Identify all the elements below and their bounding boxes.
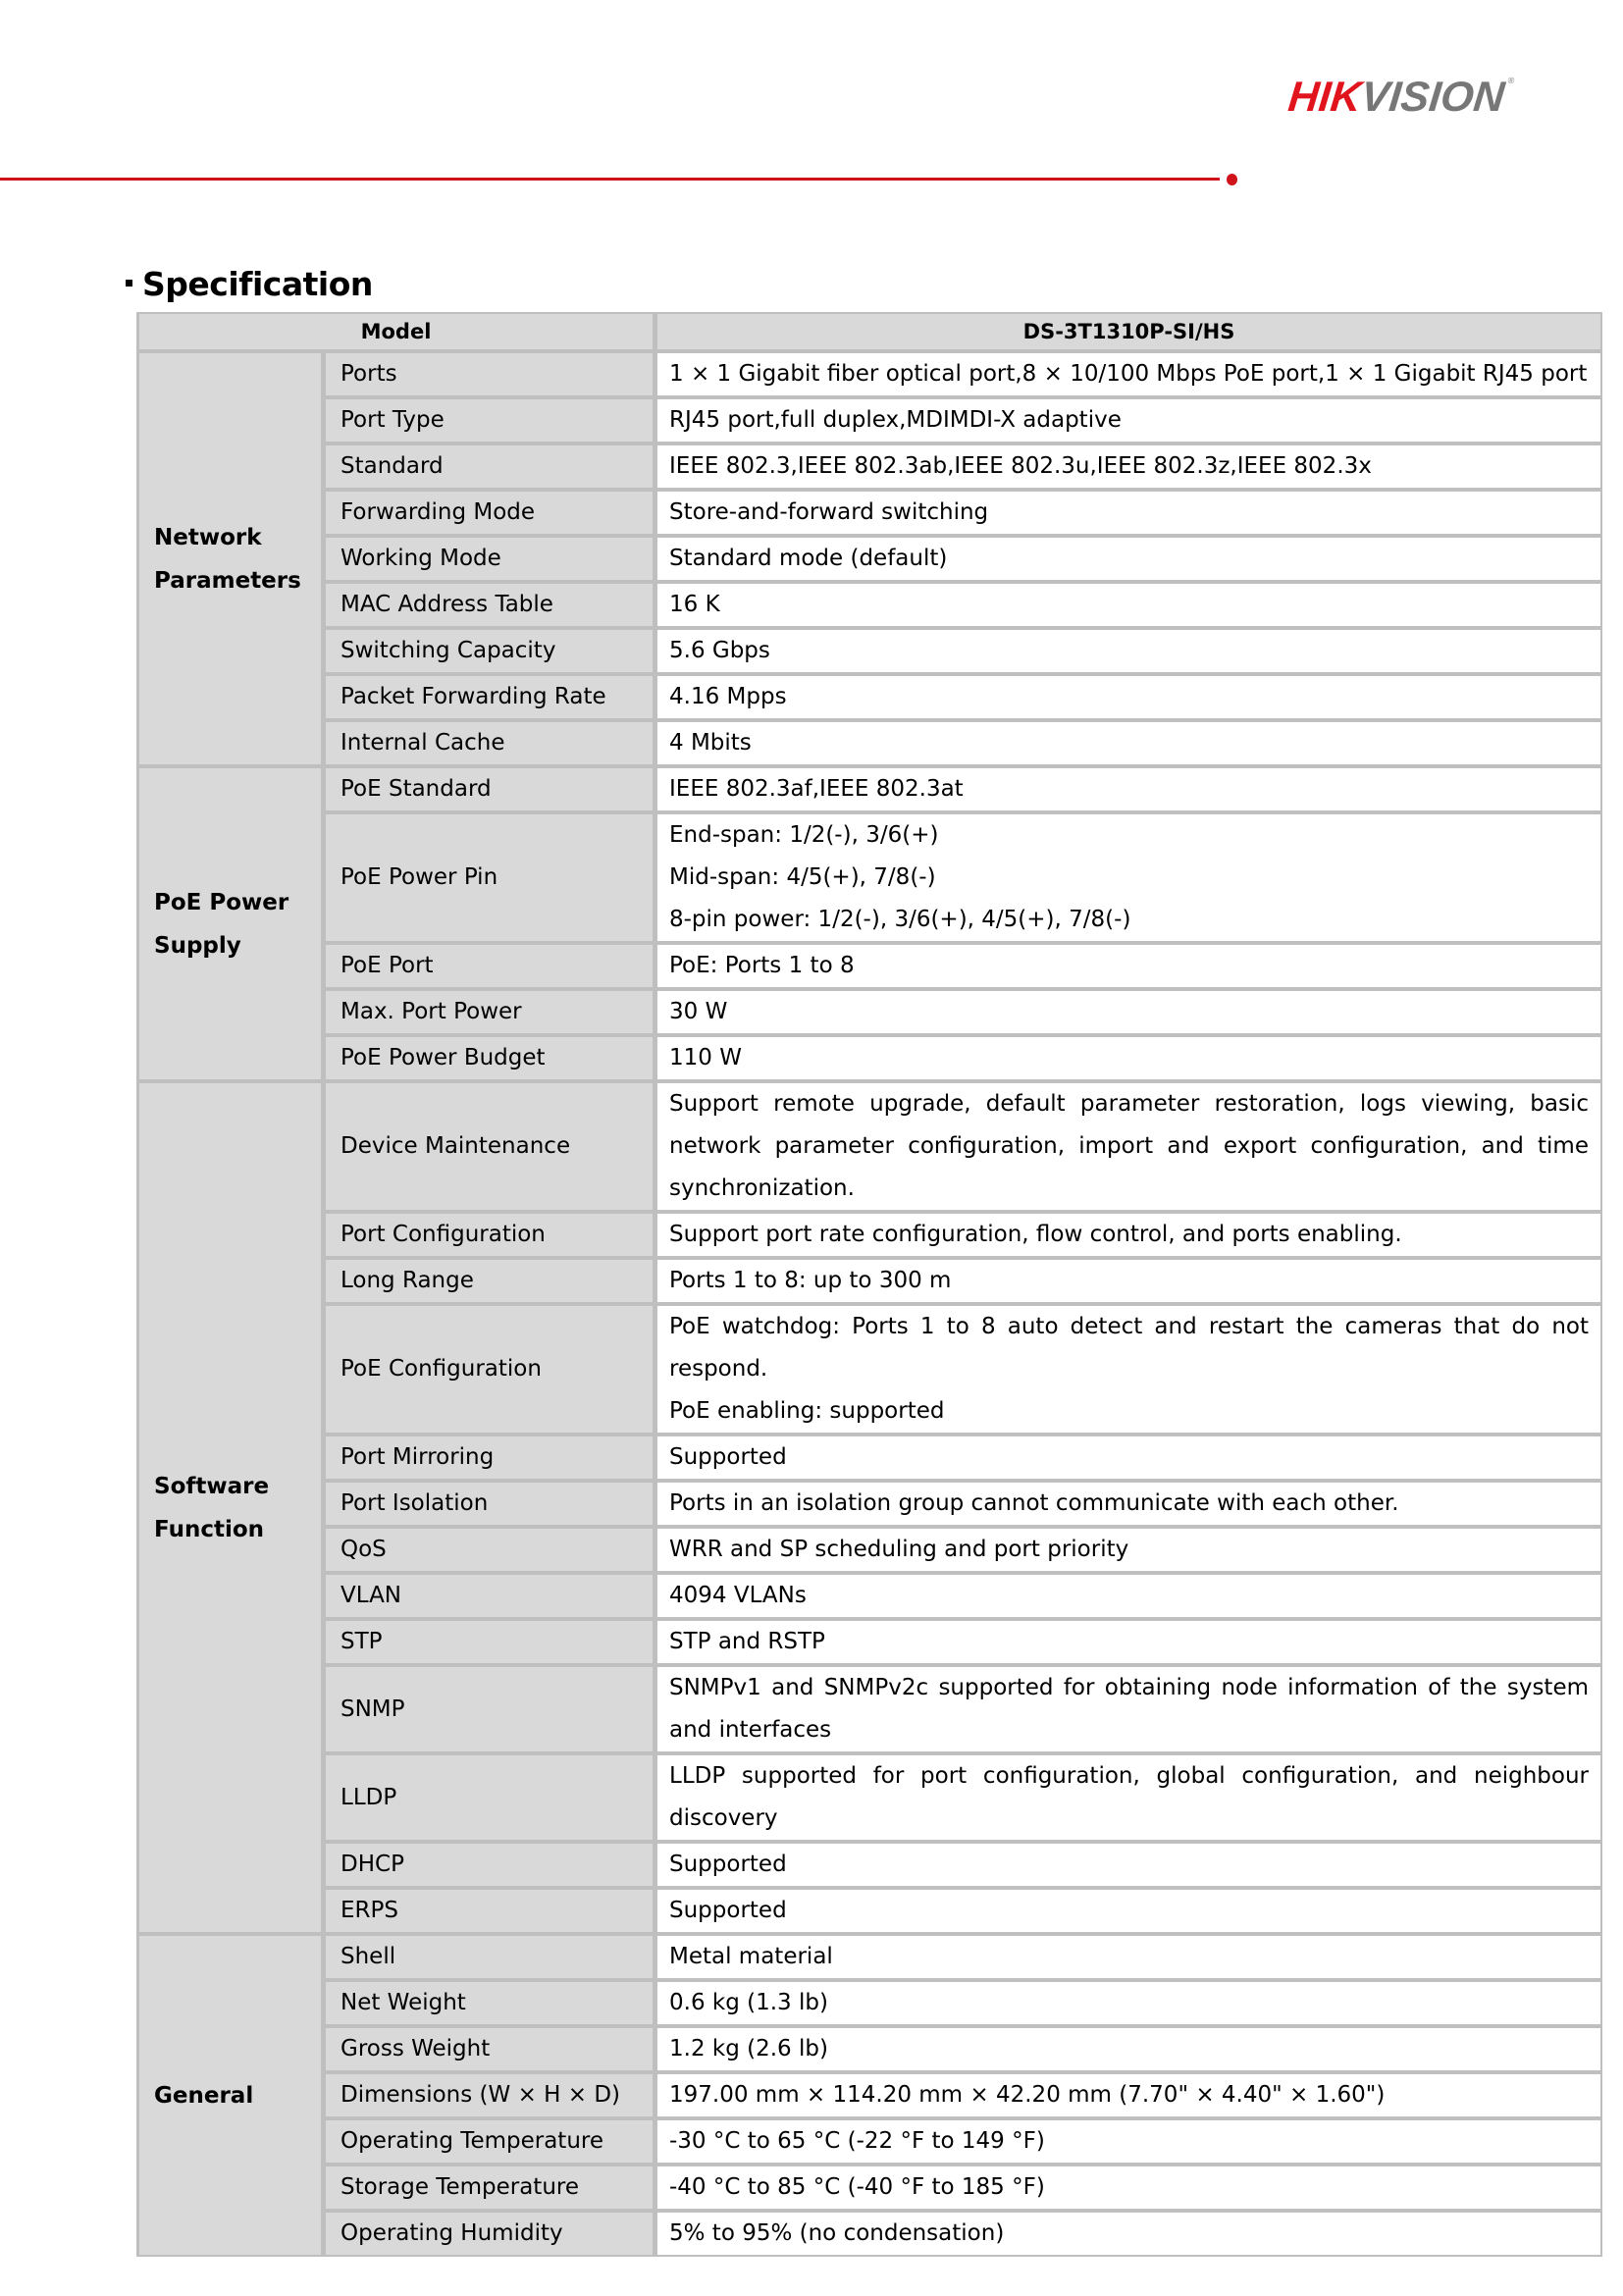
table-row — [136, 1212, 1602, 1258]
spec-label-ports: Ports — [323, 351, 654, 397]
table-row — [136, 2118, 1602, 2165]
table-row — [136, 2165, 1602, 2211]
category-text: General — [154, 2082, 254, 2109]
spec-value-port-type — [654, 397, 1602, 444]
spec-label-dimensions-w-h-d: Dimensions (W × H × D) — [323, 2072, 654, 2118]
spec-value-line: 1.2 kg (2.6 lb) — [669, 2036, 828, 2061]
spec-value-line: Standard mode (default) — [669, 546, 948, 571]
spec-value-port-mirroring — [654, 1435, 1602, 1481]
table-row — [136, 1980, 1602, 2026]
spec-value-line: Supported — [669, 1898, 787, 1923]
table-row — [136, 1934, 1602, 1980]
table-row — [136, 582, 1602, 628]
section-title — [126, 265, 373, 303]
table-row — [136, 1035, 1602, 1081]
spec-value-lldp — [654, 1753, 1602, 1842]
spec-value-line: 5.6 Gbps — [669, 638, 770, 663]
spec-value-line: 197.00 mm × 114.20 mm × 42.20 mm (7.70" × 4.40" × 1.60") — [669, 2082, 1386, 2108]
table-row — [136, 720, 1602, 766]
table-row — [136, 1573, 1602, 1619]
spec-label-operating-humidity: Operating Humidity — [323, 2211, 654, 2257]
spec-value-line: 30 W — [669, 999, 728, 1024]
spec-value-line: Support port rate configuration, flow control, and ports enabling. — [669, 1222, 1402, 1247]
spec-label-vlan: VLAN — [323, 1573, 654, 1619]
spec-value-standard — [654, 444, 1602, 490]
spec-label-port-configuration: Port Configuration — [323, 1212, 654, 1258]
spec-value-poe-power-pin — [654, 812, 1602, 943]
spec-value-ports — [654, 351, 1602, 397]
spec-value-gross-weight — [654, 2026, 1602, 2072]
spec-label-poe-power-pin: PoE Power Pin — [323, 812, 654, 943]
table-header-row — [136, 312, 1602, 351]
category-text: Supply — [154, 932, 241, 959]
spec-value-line: Supported — [669, 1852, 787, 1877]
spec-value-storage-temperature — [654, 2165, 1602, 2211]
spec-value-forwarding-mode — [654, 490, 1602, 536]
spec-value-working-mode — [654, 536, 1602, 582]
spec-label-stp: STP — [323, 1619, 654, 1665]
category-text: Parameters — [154, 567, 301, 594]
spec-value-stp — [654, 1619, 1602, 1665]
table-row — [136, 1842, 1602, 1888]
spec-label-qos: QoS — [323, 1527, 654, 1573]
table-row — [136, 1665, 1602, 1753]
spec-value-line: Mid-span: 4/5(+), 7/8(-) — [669, 864, 936, 890]
table-row — [136, 1619, 1602, 1665]
spec-label-operating-temperature: Operating Temperature — [323, 2118, 654, 2165]
spec-value-qos — [654, 1527, 1602, 1573]
spec-label-shell: Shell — [323, 1934, 654, 1980]
spec-label-packet-forwarding-rate: Packet Forwarding Rate — [323, 674, 654, 720]
table-row — [136, 1753, 1602, 1842]
table-row — [136, 766, 1602, 812]
spec-label-mac-address-table: MAC Address Table — [323, 582, 654, 628]
spec-value-line: 4.16 Mpps — [669, 684, 787, 709]
spec-label-forwarding-mode: Forwarding Mode — [323, 490, 654, 536]
table-row — [136, 1081, 1602, 1212]
spec-label-lldp: LLDP — [323, 1753, 654, 1842]
spec-value-line: RJ45 port,full duplex,MDIMDI-X adaptive — [669, 407, 1122, 433]
table-row — [136, 628, 1602, 674]
spec-value-operating-temperature — [654, 2118, 1602, 2165]
section-title-text: Specification — [142, 265, 373, 303]
spec-value-erps — [654, 1888, 1602, 1934]
table-row — [136, 2026, 1602, 2072]
spec-label-switching-capacity: Switching Capacity — [323, 628, 654, 674]
spec-value-line: 16 K — [669, 592, 720, 617]
table-row — [136, 943, 1602, 989]
table-row — [136, 536, 1602, 582]
spec-label-poe-standard: PoE Standard — [323, 766, 654, 812]
category-general — [136, 1934, 323, 2257]
spec-value-line: Supported — [669, 1444, 787, 1470]
spec-label-port-mirroring: Port Mirroring — [323, 1435, 654, 1481]
spec-label-internal-cache: Internal Cache — [323, 720, 654, 766]
spec-value-shell — [654, 1934, 1602, 1980]
spec-label-dhcp: DHCP — [323, 1842, 654, 1888]
table-row — [136, 1304, 1602, 1435]
spec-value-long-range — [654, 1258, 1602, 1304]
spec-value-line: 4 Mbits — [669, 730, 752, 756]
spec-label-long-range: Long Range — [323, 1258, 654, 1304]
spec-value-poe-configuration — [654, 1304, 1602, 1435]
spec-value-line: Metal material — [669, 1944, 833, 1969]
spec-label-net-weight: Net Weight — [323, 1980, 654, 2026]
spec-value-net-weight — [654, 1980, 1602, 2026]
spec-value-line: Store-and-forward switching — [669, 499, 989, 525]
table-row — [136, 1481, 1602, 1527]
spec-value-line: IEEE 802.3,IEEE 802.3ab,IEEE 802.3u,IEEE 802.3z,IEEE 802.3x — [669, 453, 1372, 479]
table-row — [136, 1527, 1602, 1573]
spec-value-mac-address-table — [654, 582, 1602, 628]
spec-label-max-port-power: Max. Port Power — [323, 989, 654, 1035]
spec-value-packet-forwarding-rate — [654, 674, 1602, 720]
spec-value-line: 110 W — [669, 1045, 742, 1070]
table-row — [136, 444, 1602, 490]
table-row — [136, 674, 1602, 720]
spec-value-line: End-span: 1/2(-), 3/6(+) — [669, 822, 939, 848]
spec-value-line: 5% to 95% (no condensation) — [669, 2220, 1005, 2246]
category-software-function — [136, 1081, 323, 1934]
spec-value-line: WRR and SP scheduling and port priority — [669, 1537, 1129, 1562]
hikvision-logo — [1285, 74, 1515, 121]
spec-value-operating-humidity — [654, 2211, 1602, 2257]
spec-value-line: PoE watchdog: Ports 1 to 8 auto detect and restart the cameras that do not respond. — [669, 1314, 1589, 1382]
spec-value-line: IEEE 802.3af,IEEE 802.3at — [669, 776, 964, 802]
spec-value-snmp — [654, 1665, 1602, 1753]
spec-value-poe-port — [654, 943, 1602, 989]
header-model-label: Model — [136, 312, 654, 351]
spec-label-port-type: Port Type — [323, 397, 654, 444]
spec-value-port-isolation — [654, 1481, 1602, 1527]
header-divider-dot — [1227, 174, 1237, 185]
spec-value-max-port-power — [654, 989, 1602, 1035]
table-row — [136, 1888, 1602, 1934]
spec-value-poe-standard — [654, 766, 1602, 812]
spec-value-line: 0.6 kg (1.3 lb) — [669, 1990, 828, 2015]
spec-label-device-maintenance: Device Maintenance — [323, 1081, 654, 1212]
spec-value-line: 4094 VLANs — [669, 1583, 807, 1608]
spec-value-line: 1 × 1 Gigabit fiber optical port,8 × 10/100 Mbps PoE port,1 × 1 Gigabit RJ45 port — [669, 361, 1588, 387]
spec-value-line: -40 °C to 85 °C (-40 °F to 185 °F) — [669, 2174, 1045, 2200]
spec-label-erps: ERPS — [323, 1888, 654, 1934]
category-text: Network — [154, 524, 262, 550]
specification-table — [136, 312, 1602, 2257]
spec-value-line: Ports 1 to 8: up to 300 m — [669, 1268, 952, 1293]
table-row — [136, 989, 1602, 1035]
category-text: PoE Power — [154, 889, 289, 915]
spec-value-vlan — [654, 1573, 1602, 1619]
spec-value-poe-power-budget — [654, 1035, 1602, 1081]
category-network-parameters — [136, 351, 323, 766]
table-row — [136, 490, 1602, 536]
spec-value-dhcp — [654, 1842, 1602, 1888]
spec-label-snmp: SNMP — [323, 1665, 654, 1753]
header-divider-line — [0, 178, 1220, 181]
spec-label-poe-configuration: PoE Configuration — [323, 1304, 654, 1435]
table-row — [136, 397, 1602, 444]
table-row — [136, 2211, 1602, 2257]
spec-value-line: PoE: Ports 1 to 8 — [669, 953, 855, 978]
category-text: Software — [154, 1473, 270, 1499]
spec-value-line: SNMPv1 and SNMPv2c supported for obtaining node information of the system and interfaces — [669, 1675, 1589, 1743]
category-text: Function — [154, 1516, 265, 1542]
spec-label-poe-port: PoE Port — [323, 943, 654, 989]
spec-label-gross-weight: Gross Weight — [323, 2026, 654, 2072]
header-model-value: DS-3T1310P-SI/HS — [654, 312, 1602, 351]
logo-text-vision: VISION — [1358, 74, 1507, 121]
spec-value-line: -30 °C to 65 °C (-22 °F to 149 °F) — [669, 2128, 1045, 2154]
spec-value-line: Support remote upgrade, default parameter restoration, logs viewing, basic network parameter configuration, import and export configuration, and time synchronization. — [669, 1091, 1589, 1201]
spec-value-internal-cache — [654, 720, 1602, 766]
table-row — [136, 351, 1602, 397]
spec-value-port-configuration — [654, 1212, 1602, 1258]
table-row — [136, 812, 1602, 943]
category-poe-power-supply — [136, 766, 323, 1081]
spec-value-dimensions-w-h-d — [654, 2072, 1602, 2118]
spec-label-storage-temperature: Storage Temperature — [323, 2165, 654, 2211]
registered-mark: ® — [1507, 76, 1515, 85]
spec-value-device-maintenance — [654, 1081, 1602, 1212]
spec-label-poe-power-budget: PoE Power Budget — [323, 1035, 654, 1081]
bullet-icon — [126, 280, 132, 287]
table-row — [136, 1258, 1602, 1304]
spec-value-line: 8-pin power: 1/2(-), 3/6(+), 4/5(+), 7/8(-) — [669, 907, 1131, 932]
spec-value-switching-capacity — [654, 628, 1602, 674]
spec-label-standard: Standard — [323, 444, 654, 490]
spec-label-port-isolation: Port Isolation — [323, 1481, 654, 1527]
table-row — [136, 2072, 1602, 2118]
table-row — [136, 1435, 1602, 1481]
logo-text-hik: HIK — [1285, 74, 1364, 121]
spec-value-line: PoE enabling: supported — [669, 1398, 945, 1424]
spec-value-line: LLDP supported for port configuration, global configuration, and neighbour discovery — [669, 1763, 1589, 1831]
spec-value-line: STP and RSTP — [669, 1629, 825, 1654]
spec-value-line: Ports in an isolation group cannot communicate with each other. — [669, 1490, 1399, 1516]
spec-label-working-mode: Working Mode — [323, 536, 654, 582]
